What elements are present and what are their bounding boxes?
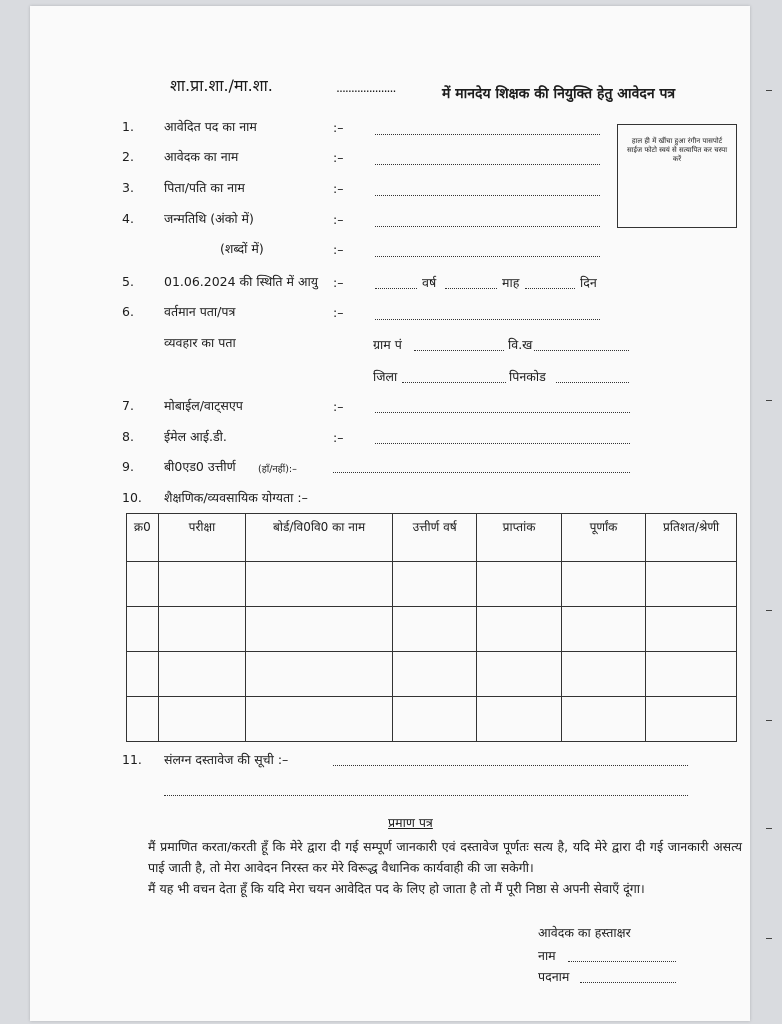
table-cell[interactable] (127, 652, 159, 697)
scan-mark (766, 720, 772, 721)
table-cell[interactable] (158, 652, 246, 697)
table-row (127, 562, 737, 607)
age-years-field[interactable] (375, 288, 417, 289)
table-cell[interactable] (246, 562, 393, 607)
certificate-paragraph-2: मैं यह भी वचन देता हूँ कि यदि मेरा चयन आवेदित पद के लिए हो जाता है तो मैं पूरी निष्ठा से अपनी सेवाएँ दूंगा। (148, 881, 645, 896)
field-number-4: 4. (122, 211, 134, 226)
application-form-page (30, 6, 750, 1021)
pincode-field[interactable] (556, 382, 629, 383)
age-days-field[interactable] (525, 288, 575, 289)
correspondence-address-label: व्यवहार का पता (164, 335, 236, 350)
table-cell[interactable] (392, 607, 476, 652)
post-name-label: आवेदित पद का नाम (164, 119, 257, 134)
field-number-7: 7. (122, 398, 134, 413)
years-label: वर्ष (422, 275, 437, 290)
dob-figures-field[interactable] (375, 226, 600, 227)
signature-name-field[interactable] (568, 961, 676, 962)
separator: :– (333, 430, 344, 445)
table-cell[interactable] (246, 697, 393, 742)
field-number-10: 10. (122, 490, 142, 505)
qualification-heading: शैक्षणिक/व्यवसायिक योग्यता :– (164, 490, 308, 505)
village-panchayat-field[interactable] (414, 350, 504, 351)
mobile-field[interactable] (375, 412, 630, 413)
col-year-header: उत्तीर्ण वर्ष (392, 514, 476, 562)
table-cell[interactable] (246, 607, 393, 652)
col-serial-header: क्र0 (127, 514, 159, 562)
table-cell[interactable] (646, 697, 737, 742)
district-field[interactable] (402, 382, 506, 383)
applicant-name-field[interactable] (375, 164, 600, 165)
photo-placeholder-box[interactable] (617, 124, 737, 228)
documents-list-label: संलग्न दस्तावेज की सूची :– (164, 752, 289, 767)
signature-designation-field[interactable] (580, 982, 676, 983)
bed-options-label: (हाँ/नहीं):– (258, 464, 297, 475)
separator: :– (333, 305, 344, 320)
district-label: जिला (373, 369, 398, 384)
table-cell[interactable] (646, 652, 737, 697)
email-field[interactable] (375, 443, 630, 444)
dob-words-label: (शब्दों में) (220, 241, 264, 256)
scan-mark (766, 400, 772, 401)
table-cell[interactable] (127, 697, 159, 742)
pincode-label: पिनकोड (509, 369, 546, 384)
documents-list-field[interactable] (333, 765, 688, 766)
block-label: वि.ख (508, 337, 533, 352)
table-cell[interactable] (392, 562, 476, 607)
separator: :– (333, 242, 344, 257)
table-cell[interactable] (477, 697, 561, 742)
signature-designation-label: पदनाम (538, 969, 570, 984)
applicant-name-label: आवेदक का नाम (164, 149, 239, 164)
field-number-9: 9. (122, 459, 134, 474)
table-cell[interactable] (246, 652, 393, 697)
separator: :– (333, 181, 344, 196)
scan-mark (766, 610, 772, 611)
months-label: माह (502, 275, 520, 290)
scan-mark (766, 90, 772, 91)
field-number-8: 8. (122, 429, 134, 444)
table-cell[interactable] (158, 607, 246, 652)
col-total-marks-header: पूर्णांक (561, 514, 645, 562)
bed-passed-label: बी0एड0 उत्तीर्ण (164, 459, 236, 474)
table-cell[interactable] (477, 652, 561, 697)
table-row (127, 607, 737, 652)
scan-mark (766, 828, 772, 829)
table-cell[interactable] (477, 562, 561, 607)
table-cell[interactable] (646, 607, 737, 652)
documents-list-field-line-2[interactable] (164, 795, 688, 796)
col-board-header: बोर्ड/वि0वि0 का नाम (246, 514, 393, 562)
father-husband-name-field[interactable] (375, 195, 600, 196)
village-panchayat-label: ग्राम पं (373, 337, 402, 352)
email-label: ईमेल आई.डी. (164, 429, 227, 444)
table-row (127, 652, 737, 697)
table-header-row (127, 514, 737, 562)
field-number-1: 1. (122, 119, 134, 134)
table-cell[interactable] (127, 607, 159, 652)
qualification-table (126, 513, 737, 742)
col-exam-header: परीक्षा (158, 514, 246, 562)
address-label: वर्तमान पता/पत्र (164, 304, 236, 319)
bed-passed-field[interactable] (333, 472, 630, 473)
field-number-2: 2. (122, 149, 134, 164)
signature-name-label: नाम (538, 948, 556, 963)
certificate-title: प्रमाण पत्र (388, 815, 433, 830)
field-number-3: 3. (122, 180, 134, 195)
age-months-field[interactable] (445, 288, 497, 289)
father-husband-name-label: पिता/पति का नाम (164, 180, 245, 195)
scan-mark (766, 938, 772, 939)
field-number-11: 11. (122, 752, 142, 767)
header-dots: .................... (336, 80, 396, 95)
table-cell[interactable] (392, 697, 476, 742)
col-marks-obtained-header: प्राप्तांक (477, 514, 561, 562)
separator: :– (333, 399, 344, 414)
separator: :– (333, 120, 344, 135)
form-title: में मानदेय शिक्षक की नियुक्ति हेतु आवेदन पत्र (442, 86, 676, 102)
separator: :– (333, 212, 344, 227)
block-field[interactable] (534, 350, 629, 351)
field-number-5: 5. (122, 274, 134, 289)
col-percentage-header: प्रतिशत/श्रेणी (646, 514, 737, 562)
table-row (127, 697, 737, 742)
age-label: 01.06.2024 की स्थिति में आयु (164, 274, 319, 289)
table-cell[interactable] (158, 697, 246, 742)
office-abbreviation: शा.प्रा.शा./मा.शा. (170, 76, 273, 95)
separator: :– (333, 150, 344, 165)
table-cell[interactable] (561, 562, 645, 607)
table-cell[interactable] (127, 562, 159, 607)
table-cell[interactable] (561, 697, 645, 742)
table-cell[interactable] (477, 607, 561, 652)
field-number-6: 6. (122, 304, 134, 319)
dob-figures-label: जन्मतिथि (अंको में) (164, 211, 254, 226)
mobile-label: मोबाईल/वाट्सएप (164, 398, 243, 413)
days-label: दिन (580, 275, 597, 290)
applicant-signature-label: आवेदक का हस्ताक्षर (538, 925, 631, 940)
table-cell[interactable] (392, 652, 476, 697)
certificate-body (148, 836, 742, 899)
dob-words-field[interactable] (375, 256, 600, 257)
address-field[interactable] (375, 319, 600, 320)
post-name-field[interactable] (375, 134, 600, 135)
separator: :– (333, 275, 344, 290)
table-cell[interactable] (158, 562, 246, 607)
table-cell[interactable] (561, 607, 645, 652)
table-cell[interactable] (646, 562, 737, 607)
certificate-paragraph-1: मैं प्रमाणित करता/करती हूँ कि मेरे द्वारा दी गई सम्पूर्ण जानकारी एवं दस्तावेज पूर्णतः सत्य है, यदि मेरे द्वारा दी गई जानकारी असत्य पाई जाती है, तो मेरा आवेदन निरस्त कर मेरे विरूद्ध वैधानिक कार्यवाही की जा सकेगी। (148, 839, 742, 875)
table-cell[interactable] (561, 652, 645, 697)
photo-instruction: हाल ही में खींचा हुआ रंगीन पासपोर्ट साईज फोटो स्वयं से सत्यापित कर चस्पा करें (626, 137, 728, 163)
